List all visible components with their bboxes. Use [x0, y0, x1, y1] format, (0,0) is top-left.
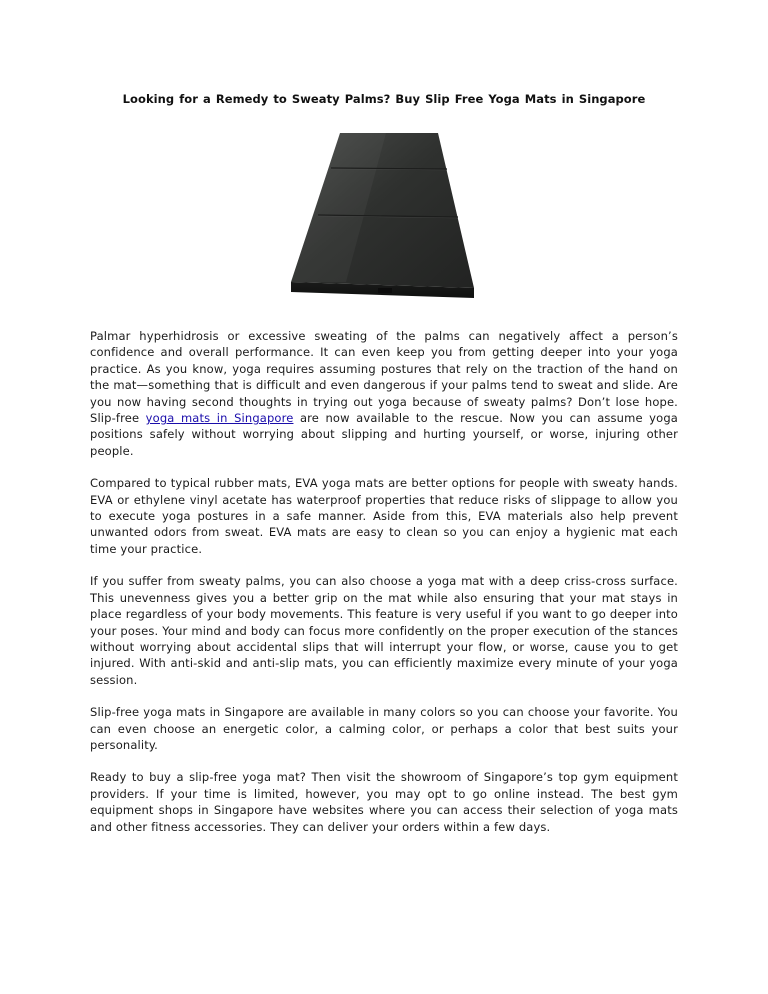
yoga-mat-illustration: [286, 130, 486, 305]
paragraph-3: If you suffer from sweaty palms, you can also choose a yoga mat with a deep criss-cross surface. This unevenness gives you a better grip on the mat while also ensuring that your mat stays in place regardless of your body movements. This feature is very useful if you want to go deeper into your poses. Your mind and body can focus more confidently on the proper execution of the stances without worrying about accidental slips that will interrupt your flow, or worse, cause you to get injured. With anti-skid and anti-slip mats, you can efficiently maximize every minute of your yoga session.: [90, 574, 678, 687]
document-title: Looking for a Remedy to Sweaty Palms? Buy Slip Free Yoga Mats in Singapore: [122, 92, 646, 106]
paragraph-1-text-b: are now available to the rescue. Now you can assume yoga positions safely without worrying about slipping and hurting yourself, or worse, injuring other people.: [90, 411, 678, 458]
yoga-mat-image: [286, 130, 486, 305]
paragraph-4: Slip-free yoga mats in Singapore are available in many colors so you can choose your favorite. You can even choose an energetic color, a calming color, or perhaps a color that best suits your personality.: [90, 705, 678, 752]
paragraph-5: Ready to buy a slip-free yoga mat? Then visit the showroom of Singapore’s top gym equipment providers. If your time is limited, however, you may opt to go online instead. The best gym equipment shops in Singapore have websites where you can access their selection of yoga mats and other fitness accessories. They can deliver your orders within a few days.: [90, 770, 678, 834]
document-body: [90, 328, 678, 851]
paragraph-1: [90, 328, 678, 459]
yoga-mats-singapore-link[interactable]: yoga mats in Singapore: [145, 411, 294, 426]
paragraph-2: Compared to typical rubber mats, EVA yoga mats are better options for people with sweaty hands. EVA or ethylene vinyl acetate has waterproof properties that reduce risks of slippage to allow you to execute yoga postures in a safe manner. Aside from this, EVA materials also help prevent unwanted odors from sweat. EVA mats are easy to clean so you can enjoy a hygienic mat each time your practice.: [90, 476, 678, 556]
paragraph-1-text-a: Palmar hyperhidrosis or excessive sweating of the palms can negatively affect a person’s confidence and overall performance. It can even keep you from getting deeper into your yoga practice. As you know, yoga requires assuming postures that rely on the traction of the hand on the mat—something that is difficult and even dangerous if your palms tend to sweat and slide. Are you now having second thoughts in trying out yoga because of sweaty palms? Don’t lose hope. Slip-free: [90, 329, 678, 426]
